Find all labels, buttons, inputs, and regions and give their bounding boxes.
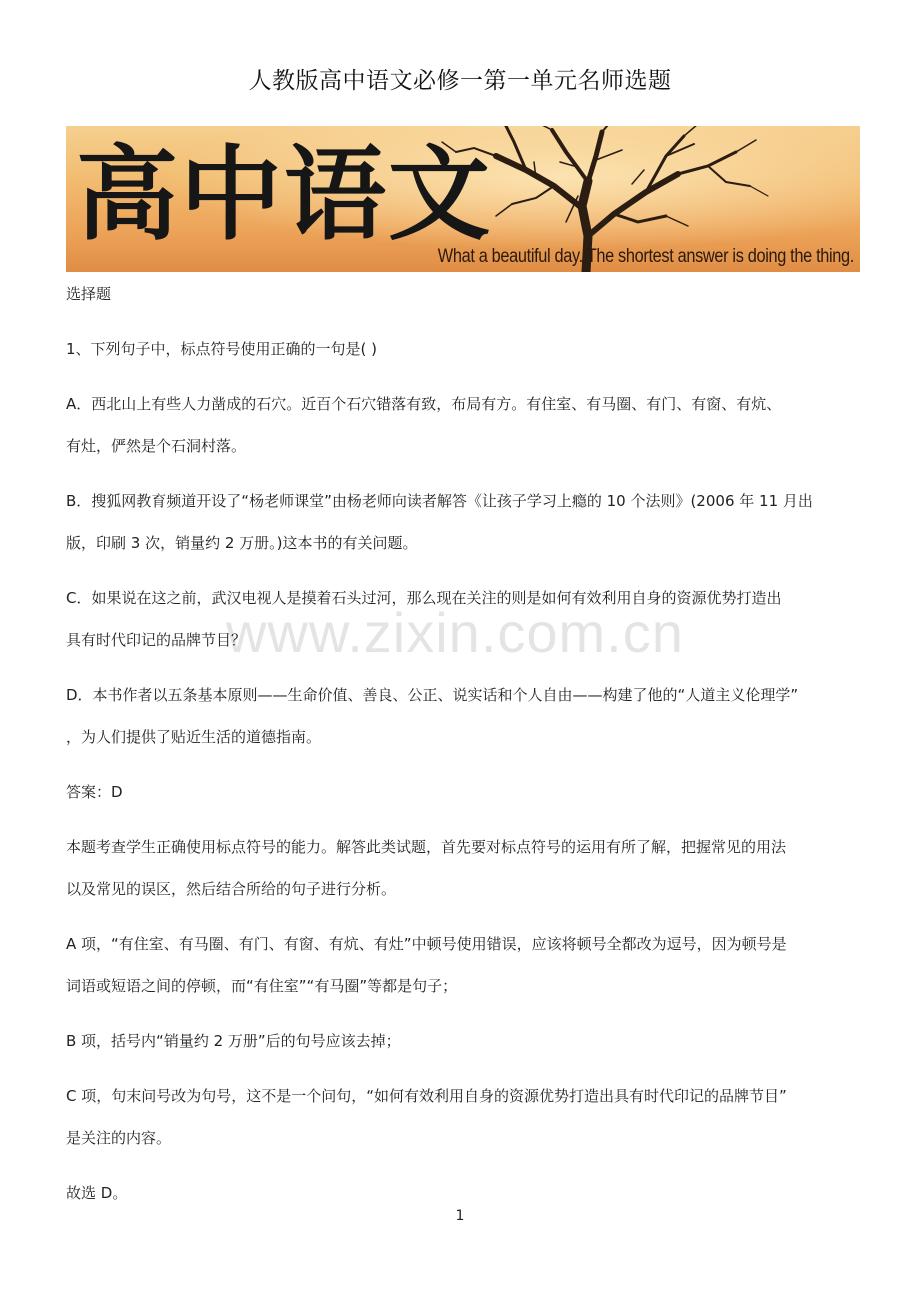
question-stem: 1、下列句子中，标点符号使用正确的一句是( ) — [66, 340, 378, 358]
banner-caption: What a beautiful day. The shortest answer is doing the thing. — [437, 246, 854, 267]
option-d-line1: D．本书作者以五条基本原则——生命价值、善良、公正、说实话和个人自由——构建了他的“人道主义伦理学” — [66, 686, 799, 704]
option-c-line1: C．如果说在这之前，武汉电视人是摸着石头过河，那么现在关注的则是如何有效利用自身的资源优势打造出 — [66, 589, 782, 607]
option-a-line2: 有灶，俨然是个石洞村落。 — [66, 437, 247, 455]
analysis-a-line2: 词语或短语之间的停顿，而“有住室”“有马圈”等都是句子； — [66, 977, 458, 995]
option-a-line1: A．西北山上有些人力凿成的石穴。近百个石穴错落有致，布局有方。有住室、有马圈、有门、有窗、有炕、 — [66, 395, 782, 413]
analysis-c-line2: 是关注的内容。 — [66, 1129, 172, 1147]
analysis-b-line: B 项，括号内“销量约 2 万册”后的句号应该去掉； — [66, 1032, 401, 1050]
document-title: 人教版高中语文必修一第一单元名师选题 — [248, 68, 672, 94]
analysis-a-line1: A 项，“有住室、有马圈、有门、有窗、有炕、有灶”中顿号使用错误，应该将顿号全都改为逗号，因为顿号是 — [66, 935, 787, 953]
page-number: 1 — [455, 1208, 465, 1224]
analysis-intro-line1: 本题考查学生正确使用标点符号的能力。解答此类试题，首先要对标点符号的运用有所了解，把握常见的用法 — [66, 838, 787, 856]
answer-line: 答案：D — [66, 783, 123, 801]
banner-title: 高中语文 — [76, 135, 492, 255]
option-b-line2: 版，印刷 3 次，销量约 2 万册。)这本书的有关问题。 — [66, 534, 418, 552]
option-c-line2: 具有时代印记的品牌节目？ — [66, 631, 247, 649]
option-b-line1: B．搜狐网教育频道开设了“杨老师课堂”由杨老师向读者解答《让孩子学习上瘾的 10 个法则》(2006 年 11 月出 — [66, 492, 813, 510]
analysis-intro-line2: 以及常见的误区，然后结合所给的句子进行分析。 — [66, 880, 397, 898]
banner-image — [66, 126, 860, 272]
section-label: 选择题 — [66, 285, 112, 303]
analysis-c-line1: C 项，句末问号改为句号，这不是一个问句，“如何有效利用自身的资源优势打造出具有时代印记的品牌节目” — [66, 1087, 787, 1105]
watermark-text: www.zixin.com.cn — [226, 601, 684, 664]
analysis-conclusion: 故选 D。 — [66, 1184, 128, 1202]
option-d-line2: ，为人们提供了贴近生活的道德指南。 — [66, 728, 322, 746]
